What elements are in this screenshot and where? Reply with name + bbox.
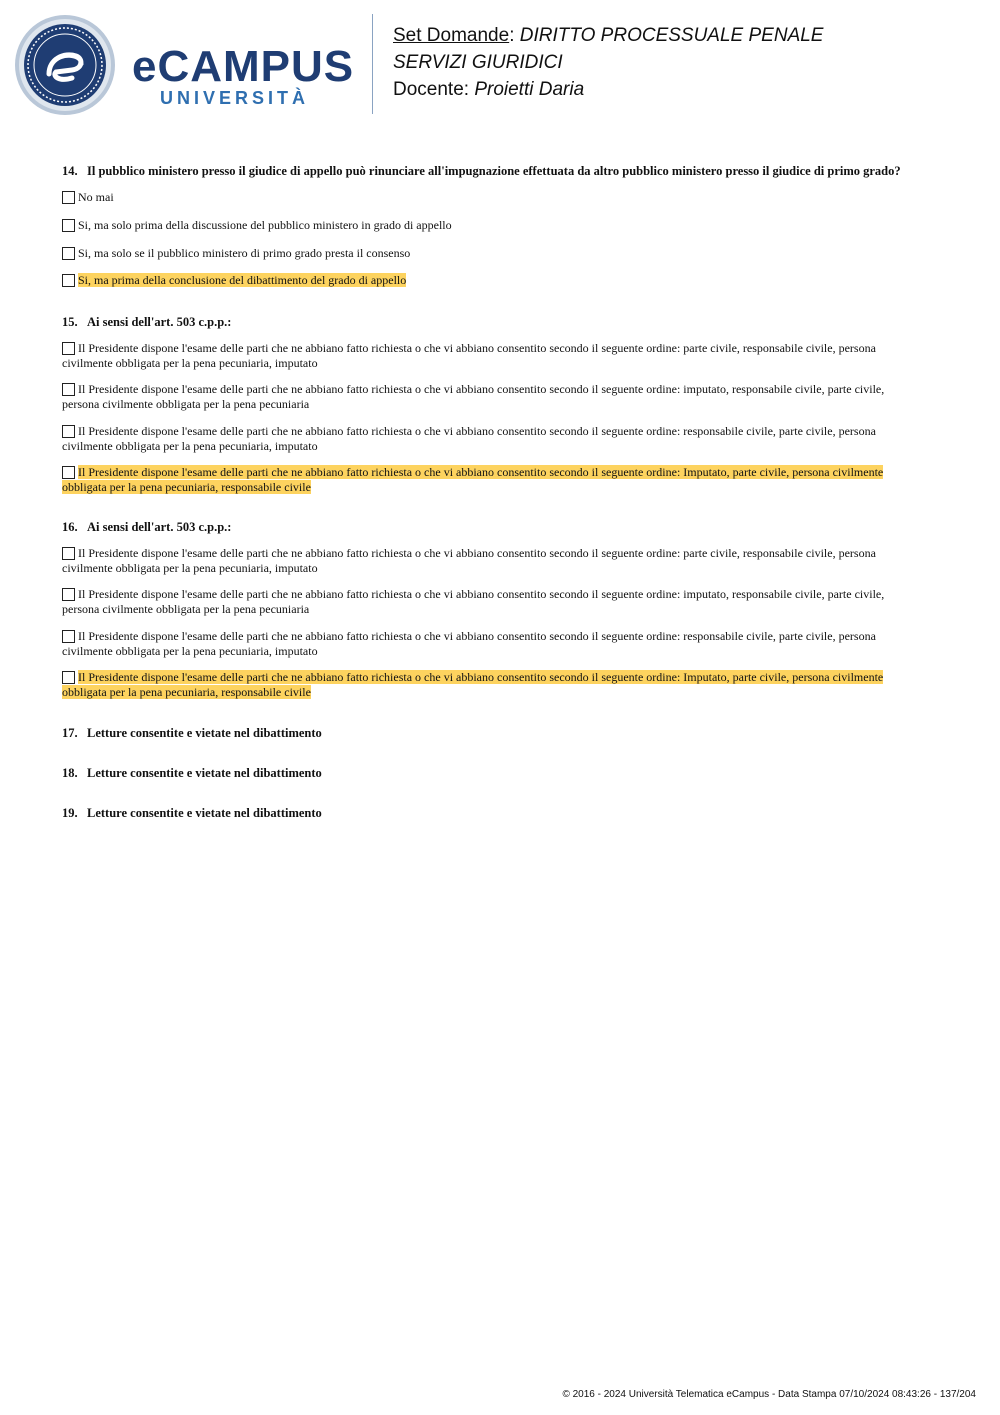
answer-option-correct[interactable] xyxy=(62,465,920,495)
option-text: Il Presidente dispone l'esame delle parti che ne abbiano fatto richiesta o che vi abbiano consentito secondo il seguente ordine: parte civile, responsabile civile, persona civilmente obbligata per la pena pecuniaria, imputato xyxy=(62,341,876,370)
question-title xyxy=(62,315,231,330)
docente-label: Docente: xyxy=(393,79,470,100)
option-text: Si, ma solo prima della discussione del pubblico ministero in grado di appello xyxy=(78,218,452,232)
question-number: 17. xyxy=(62,726,78,740)
header-info: Set Domande: DIRITTO PROCESSUALE PENALE SERVIZI GIURIDICI Docente: Proietti Daria xyxy=(393,25,824,100)
answer-option[interactable] xyxy=(62,546,920,576)
answer-option[interactable] xyxy=(62,190,920,205)
option-text: Si, ma solo se il pubblico ministero di primo grado presta il consenso xyxy=(78,246,411,260)
checkbox[interactable] xyxy=(62,466,75,479)
option-text: Il Presidente dispone l'esame delle parti che ne abbiano fatto richiesta o che vi abbiano consentito secondo il seguente ordine: parte civile, responsabile civile, persona civilmente obbligata per la pena pecuniaria, imputato xyxy=(62,546,876,575)
set-title: DIRITTO PROCESSUALE PENALE xyxy=(519,25,824,46)
checkbox[interactable] xyxy=(62,588,75,601)
option-text: No mai xyxy=(78,190,114,204)
answer-option[interactable] xyxy=(62,341,920,371)
option-text: Il Presidente dispone l'esame delle parti che ne abbiano fatto richiesta o che vi abbiano consentito secondo il seguente ordine: responsabile civile, parte civile, persona civilmente obbligata per la pena pecuniaria, imputato xyxy=(62,424,876,453)
set-label: Set Domande xyxy=(393,25,510,46)
question-text: Letture consentite e vietate nel dibattimento xyxy=(87,806,322,820)
option-text-highlighted: Il Presidente dispone l'esame delle parti che ne abbiano fatto richiesta o che vi abbiano consentito secondo il seguente ordine: Imputato, parte civile, persona civilmente obbligata per la pena pecuniaria, responsabile civile xyxy=(62,670,884,699)
logo-subtitle-text: UNIVERSITÀ xyxy=(160,88,310,108)
question-text: Ai sensi dell'art. 503 c.p.p.: xyxy=(87,520,232,534)
question-text: Letture consentite e vietate nel dibattimento xyxy=(87,766,322,780)
question-title xyxy=(62,164,901,179)
answer-option[interactable] xyxy=(62,587,920,617)
answer-option-correct[interactable] xyxy=(62,273,920,288)
checkbox[interactable] xyxy=(62,671,75,684)
question-text: Ai sensi dell'art. 503 c.p.p.: xyxy=(87,315,232,329)
answer-option[interactable] xyxy=(62,629,920,659)
checkbox[interactable] xyxy=(62,342,75,355)
checkbox[interactable] xyxy=(62,274,75,287)
question-text: Letture consentite e vietate nel dibattimento xyxy=(87,726,322,740)
option-text: Il Presidente dispone l'esame delle parti che ne abbiano fatto richiesta o che vi abbiano consentito secondo il seguente ordine: responsabile civile, parte civile, persona civilmente obbligata per la pena pecuniaria, imputato xyxy=(62,629,876,658)
option-text-highlighted: Il Presidente dispone l'esame delle parti che ne abbiano fatto richiesta o che vi abbiano consentito secondo il seguente ordine: Imputato, parte civile, persona civilmente obbligata per la pena pecuniaria, responsabile civile xyxy=(62,465,884,494)
question-title xyxy=(62,726,322,741)
checkbox[interactable] xyxy=(62,247,75,260)
question-number: 16. xyxy=(62,520,78,534)
question-title xyxy=(62,520,231,535)
checkbox[interactable] xyxy=(62,547,75,560)
page-footer: © 2016 - 2024 Università Telematica eCampus - Data Stampa 07/10/2024 08:43:26 - 137/204 xyxy=(562,1389,976,1400)
answer-option[interactable] xyxy=(62,218,920,233)
page-header xyxy=(0,0,1000,130)
question-text: Il pubblico ministero presso il giudice di appello può rinunciare all'impugnazione effettuata da altro pubblico ministero presso il giudice di primo grado? xyxy=(87,164,901,178)
set-subtitle: SERVIZI GIURIDICI xyxy=(393,52,563,73)
checkbox[interactable] xyxy=(62,219,75,232)
checkbox[interactable] xyxy=(62,630,75,643)
answer-option-correct[interactable] xyxy=(62,670,920,700)
docente-name: Proietti Daria xyxy=(474,79,585,100)
question-number: 15. xyxy=(62,315,78,329)
answer-option[interactable] xyxy=(62,424,920,454)
logo-brand-text: eCAMPUS xyxy=(132,42,355,91)
checkbox[interactable] xyxy=(62,383,75,396)
checkbox[interactable] xyxy=(62,425,75,438)
question-title xyxy=(62,806,322,821)
option-text: Il Presidente dispone l'esame delle parti che ne abbiano fatto richiesta o che vi abbiano consentito secondo il seguente ordine: imputato, responsabile civile, parte civile, persona civilmente obbligata per la pena pecuniaria xyxy=(62,382,885,411)
option-text: Il Presidente dispone l'esame delle parti che ne abbiano fatto richiesta o che vi abbiano consentito secondo il seguente ordine: imputato, responsabile civile, parte civile, persona civilmente obbligata per la pena pecuniaria xyxy=(62,587,885,616)
question-number: 19. xyxy=(62,806,78,820)
answer-option[interactable] xyxy=(62,246,920,261)
ecampus-seal-logo xyxy=(14,14,116,116)
question-number: 14. xyxy=(62,164,78,178)
option-text-highlighted: Si, ma prima della conclusione del dibattimento del grado di appello xyxy=(78,273,407,287)
checkbox[interactable] xyxy=(62,191,75,204)
question-title xyxy=(62,766,322,781)
header-divider xyxy=(372,14,373,114)
answer-option[interactable] xyxy=(62,382,920,412)
question-number: 18. xyxy=(62,766,78,780)
